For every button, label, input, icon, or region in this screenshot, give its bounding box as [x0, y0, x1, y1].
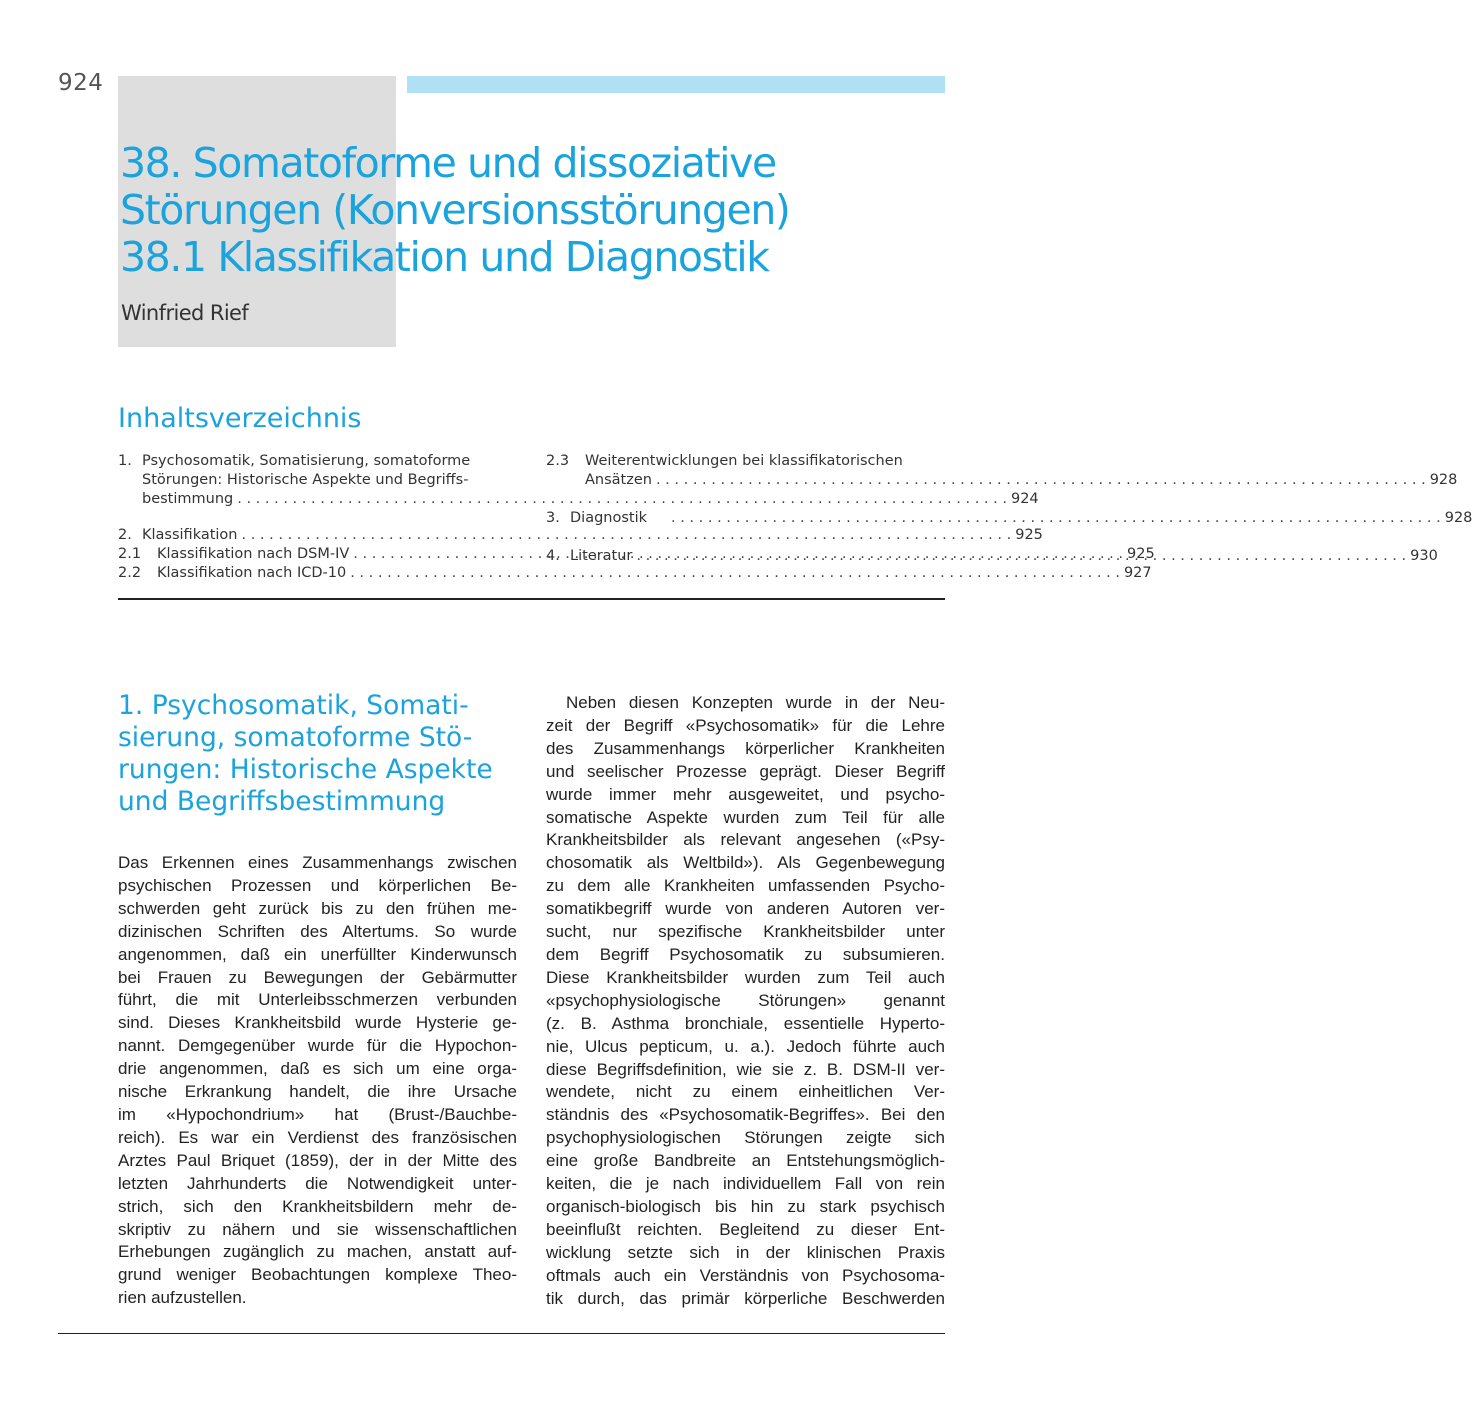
- body-text-line: wendete, nicht zu einem einheitlichen Ver-: [546, 1082, 945, 1102]
- body-text-line: chosomatik als Weltbild»). Als Gegenbewegung: [546, 853, 945, 873]
- body-text-line: bei Frauen zu Bewegungen der Gebärmutter: [118, 967, 517, 987]
- body-text-line: drie angenommen, daß es sich um eine orga-: [118, 1059, 517, 1079]
- toc-entry-label: Diagnostik: [570, 510, 648, 526]
- toc-entry-label: Klassifikation nach ICD-10: [157, 565, 347, 581]
- body-text-line: ständnis des «Psychosomatik-Begriffes». Bei den: [546, 1105, 945, 1125]
- toc-entry-number: 2.: [118, 527, 132, 543]
- toc-entry-number: 4.: [546, 548, 560, 564]
- body-text-line: (z. B. Asthma bronchiale, essentielle Hyperto-: [546, 1013, 945, 1033]
- body-text-line: und seelischer Prozesse geprägt. Dieser Begriff: [546, 761, 945, 781]
- chapter-title-line: 38. Somatoforme und dissoziative: [120, 139, 776, 187]
- toc-leader-dots: [636, 547, 1406, 566]
- body-text-line: zeit der Begriff «Psychosomatik» für die Lehre: [546, 715, 945, 735]
- body-text-line: nische Erkrankung handelt, die ihre Ursache: [118, 1082, 517, 1102]
- toc-entry-page: 927: [1123, 565, 1152, 581]
- toc-entry-number: 2.1: [118, 546, 142, 562]
- body-text-line: «psychophysiologische Störungen» genannt: [546, 990, 945, 1010]
- body-text-line: tik durch, das primär körperliche Beschwerden: [546, 1288, 945, 1308]
- section-heading-line: sierung, somatoforme Stö-: [118, 722, 473, 753]
- body-text-line: strich, sich den Krankheitsbildern mehr de-: [118, 1196, 517, 1216]
- body-text-left-column: [118, 852, 517, 1310]
- body-text-line: psychophysiologischen Störungen zeigte sich: [546, 1128, 945, 1148]
- header-blue-bar: [407, 76, 945, 93]
- body-text-line: psychischen Prozessen und körperlichen Be-: [118, 875, 517, 895]
- toc-entry-line: Psychosomatik, Somatisierung, somatoforme: [142, 453, 471, 469]
- body-text-line: nannt. Demgegenüber wurde für die Hypochon-: [118, 1036, 517, 1056]
- toc-entry-label: Literatur: [570, 548, 633, 564]
- toc-entry-number: 3.: [546, 510, 560, 526]
- toc-entry-line: Weiterentwicklungen bei klassifikatorischen: [585, 453, 903, 469]
- toc-entry-number: 2.3: [546, 453, 570, 469]
- body-text-line: zu dem alle Krankheiten umfassenden Psycho-: [546, 876, 945, 896]
- body-text-line: sind. Dieses Krankheitsbild wurde Hysterie ge-: [118, 1013, 517, 1033]
- body-text-line: beeinflußt reichten. Begleitend zu dieser Ent-: [546, 1219, 945, 1239]
- toc-entry-label: Ansätzen: [585, 472, 652, 488]
- body-text-line: somatische Aspekte wurden zum Teil für alle: [546, 807, 945, 827]
- toc-entry-number: 2.2: [118, 565, 142, 581]
- body-text-line: nie, Ulcus pepticum, u. a.). Jedoch führte auch: [546, 1036, 945, 1056]
- section-heading-line: 1. Psychosomatik, Somati-: [118, 690, 469, 721]
- body-text-line: wicklung setzte sich in der klinischen Praxis: [546, 1242, 945, 1262]
- toc-leader-dots: [656, 471, 1426, 490]
- body-text-line: schwerden geht zurück bis zu den frühen me-: [118, 898, 517, 918]
- body-text-line: des Zusammenhangs körperlicher Krankheiten: [546, 738, 945, 758]
- footer-divider: [58, 1333, 945, 1334]
- toc-entry-page: 924: [1010, 491, 1039, 507]
- body-text-line: somatikbegriff wurde von anderen Autoren ver-: [546, 899, 945, 919]
- body-text-line: Neben diesen Konzepten wurde in der Neu-: [566, 693, 945, 712]
- toc-entry[interactable]: [118, 564, 1152, 583]
- body-text-line: Erhebungen zugänglich zu machen, anstatt auf-: [118, 1242, 517, 1262]
- toc-entry-page: 928: [1429, 472, 1458, 488]
- toc-entry-page: 930: [1410, 548, 1438, 564]
- toc-entry-page: 928: [1444, 510, 1472, 526]
- body-text-line: eine große Bandbreite an Entstehungsmöglich-: [546, 1151, 945, 1171]
- section-heading: [118, 690, 518, 818]
- toc-entry-line: Störungen: Historische Aspekte und Begriffs-: [142, 472, 469, 488]
- body-text-right-column: [546, 692, 945, 1310]
- body-text-line: reich). Es war ein Verdienst des französischen: [118, 1127, 517, 1147]
- toc-entry-label: bestimmung: [142, 491, 234, 507]
- toc-entry-page: 925: [1127, 546, 1155, 562]
- toc-entry-label: Klassifikation nach DSM-IV: [157, 546, 350, 562]
- body-text-line: oftmals auch ein Verständnis von Psychosoma-: [546, 1265, 945, 1285]
- body-text-line: dem Begriff Psychosomatik zu subsumieren.: [546, 944, 945, 964]
- body-text-line: Diese Krankheitsbilder wurden zum Teil auch: [546, 967, 945, 987]
- body-text-line: sucht, nur spezifische Krankheitsbilder unter: [546, 922, 945, 942]
- body-text-line: führt, die mit Unterleibsschmerzen verbunden: [118, 990, 517, 1010]
- toc-entry-label: Klassifikation: [142, 527, 238, 543]
- body-text-line: dizinischen Schriften des Altertums. So wurde: [118, 921, 517, 941]
- toc-leader-dots: [350, 564, 1120, 583]
- toc-leader-dots: [671, 509, 1441, 528]
- body-text-line: Krankheitsbilder als relevant angesehen («Psy-: [546, 830, 945, 850]
- body-text-line: angenommen, daß ein unerfüllter Kinderwunsch: [118, 944, 517, 964]
- chapter-title: [120, 140, 790, 281]
- body-text-line: skriptiv zu nähern und sie wissenschaftlichen: [118, 1219, 517, 1239]
- toc-entry-page: 925: [1015, 527, 1043, 543]
- section-heading-line: und Begriffsbestimmung: [118, 786, 446, 817]
- section-heading-line: rungen: Historische Aspekte: [118, 754, 493, 785]
- chapter-title-line: Störungen (Konversionsstörungen): [120, 186, 790, 234]
- body-text-line: grund weniger Beobachtungen komplexe Theo-: [118, 1265, 517, 1285]
- toc-entry-number: 1.: [118, 453, 132, 469]
- body-text-line: im «Hypochondrium» hat (Brust-/Bauchbe-: [118, 1104, 517, 1124]
- body-text-line: keiten, die je nach individuellem Fall von rein: [546, 1174, 945, 1194]
- author-name: Winfried Rief: [121, 301, 249, 325]
- body-text-line: Das Erkennen eines Zusammenhangs zwischen: [118, 853, 517, 872]
- body-text-line: Arztes Paul Briquet (1859), der in der Mitte des: [118, 1150, 517, 1170]
- toc-heading: Inhaltsverzeichnis: [118, 403, 362, 434]
- body-text-line: letzten Jahrhunderts die Notwendigkeit unter-: [118, 1173, 517, 1193]
- chapter-title-line: 38.1 Klassifikation und Diagnostik: [120, 233, 769, 281]
- page-number: 924: [58, 70, 104, 96]
- body-text-line: wurde immer mehr ausgeweitet, und psycho-: [546, 784, 945, 804]
- body-text-line: rien aufzustellen.: [118, 1288, 247, 1308]
- toc-entry[interactable]: [118, 526, 1043, 545]
- toc-entry[interactable]: [546, 509, 1472, 528]
- body-text-line: organisch-biologisch bis hin zu stark psychisch: [546, 1196, 945, 1216]
- toc-divider: [118, 598, 945, 600]
- body-text-line: diese Begriffsdefinition, wie sie z. B. DSM-II ver-: [546, 1059, 945, 1079]
- toc-entry[interactable]: [546, 452, 1458, 490]
